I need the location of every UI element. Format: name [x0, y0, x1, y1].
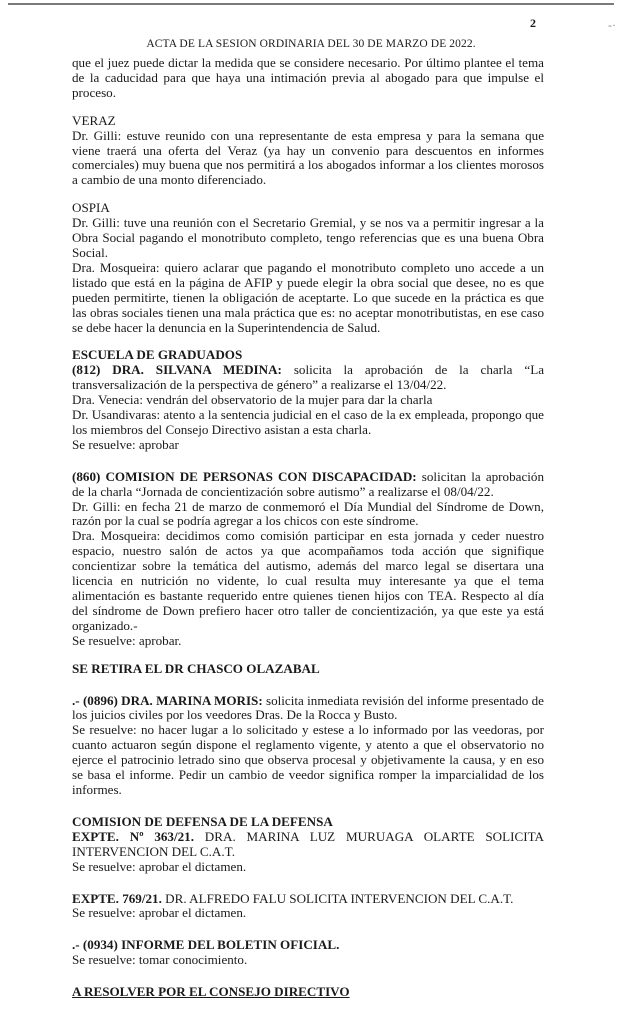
- expte-363-heading: EXPTE. Nº 363/21.: [72, 828, 194, 844]
- item-896-heading: .- (0896) DRA. MARINA MORIS:: [72, 692, 263, 708]
- ospia-title: OSPIA: [72, 200, 110, 216]
- item-934-heading: .- (0934) INFORME DEL BOLETIN OFICIAL.: [72, 937, 340, 953]
- veraz-paragraph: Dr. Gilli: estuve reunido con una representante de esta empresa y para la semana que viene traerá una oferta del Veraz (ya hay un convenio para descuentos en informes comerciales) muy buena que nos permitirá a los abogados informar a los clientes morosos a cambio de una monto diferenciado.: [72, 127, 544, 188]
- page-header: ACTA DE LA SESION ORDINARIA DEL 30 DE MARZO DE 2022.: [146, 38, 476, 50]
- intro-paragraph: que el juez puede dictar la medida que se considere necesario. Por último plantee el tema de la caducidad para que haya una intimación previa al abogado para que impulse el proceso.: [72, 55, 544, 100]
- comision-title: COMISION DE DEFENSA DE LA DEFENSA: [72, 813, 333, 829]
- item-860-heading: (860) COMISION DE PERSONAS CON DISCAPACIDAD:: [72, 468, 417, 484]
- item-896-text: solicita inmediata revisión del informe presentado de los juicios civiles por los veedores Dras. De la Rocca y Busto.: [72, 692, 544, 723]
- item-860-text: solicitan la aprobación de la charla “Jornada de concientización sobre autismo” a realizarse el 08/04/22.: [72, 468, 544, 499]
- expte-769-text: DR. ALFREDO FALU SOLICITA INTERVENCION DEL C.A.T.: [161, 890, 514, 906]
- venecia-paragraph: Dra. Venecia: vendrán del observatorio de la mujer para dar la charla: [72, 392, 433, 408]
- retira-heading: SE RETIRA EL DR CHASCO OLAZABAL: [72, 660, 320, 676]
- resolution-860: Se resuelve: aprobar.: [72, 632, 182, 648]
- expte-363-text: DRA. MARINA LUZ MURUAGA OLARTE SOLICITA INTERVENCION DEL C.A.T.: [72, 828, 544, 859]
- item-860: [72, 470, 544, 500]
- item-812-text: solicita la aprobación de la charla “La transversalización de la perspectiva de género” a realizarse el 13/04/22.: [72, 362, 544, 393]
- ospia-paragraph-1: Dr. Gilli: tuve una reunión con el Secretario Gremial, y se nos va a permitir ingresar a la Obra Social pagando el monotributo completo, tengo referencias que es una buena Obra Social.: [72, 215, 544, 260]
- resolver-heading: A RESOLVER POR EL CONSEJO DIRECTIVO: [72, 984, 350, 1000]
- resolution-363: Se resuelve: aprobar el dictamen.: [72, 858, 247, 874]
- usandivaras-paragraph: Dr. Usandivaras: atento a la sentencia judicial en el caso de la ex empleada, propongo que los miembros del Consejo Directivo asistan a esta charla.: [72, 407, 544, 437]
- resolution-812: Se resuelve: aprobar: [72, 436, 179, 452]
- resolution-896: Se resuelve: no hacer lugar a lo solicitado y estese a lo informado por las veedoras, por cuanto actuaron según dispone el reglamento vigente, y atento a que el observatorio no ejerce el patrocinio letrado sino que observa procesal y objetivamente la causa, y en eso se basa el informe. Pedir un cambio de veedor significa romper la imparcialidad de los informes.: [72, 722, 544, 797]
- document-body: [72, 56, 544, 1000]
- resolution-934: Se resuelve: tomar conocimiento.: [72, 952, 248, 968]
- item-812: [72, 363, 544, 393]
- ospia-paragraph-2: Dra. Mosqueira: quiero aclarar que pagando el monotributo completo uno accede a un listado que está en la página de AFIP y puede elegir la obra social que desee, no es que pueden permitirte, tienen la obligación de aceptarte. Lo que sucede en la práctica es que las obras sociales tienen una mala práctica que es: no aceptar monotributistas, en ese caso se debe hacer la denuncia en la Superintendencia de Salud.: [72, 259, 544, 335]
- expte-769: [72, 892, 544, 907]
- expte-363: [72, 830, 544, 860]
- escuela-title: ESCUELA DE GRADUADOS: [72, 347, 243, 363]
- top-rule: [8, 3, 614, 5]
- expte-769-heading: EXPTE. 769/21.: [72, 890, 162, 906]
- resolution-769: Se resuelve: aprobar el dictamen.: [72, 905, 247, 921]
- gilli-down-paragraph: Dr. Gilli: en fecha 21 de marzo de conmemoró el Día Mundial del Síndrome de Down, razón por la cual se podría agregar a los chicos con este síndrome.: [72, 498, 544, 529]
- mosqueira-paragraph-2: Dra. Mosqueira: decidimos como comisión participar en esta jornada y ceder nuestro espacio, nuestro salón de actos ya que acompañamos toda acción que signifique concientizar sobre la temática del autismo, además del marco legal se disertara una licencia en nutrición no vidente, lo cual resulta muy interesante ya que el tema alimentación es bastante requerido entre quienes tienen hijos con TEA. Respecto al día del síndrome de Down prefiero hacer otro taller de concientización, ya que este ya está organizado.-: [72, 528, 544, 633]
- item-812-heading: (812) DRA. SILVANA MEDINA:: [72, 362, 282, 378]
- veraz-title: VERAZ: [72, 112, 116, 128]
- item-896: [72, 694, 544, 724]
- page-number: 2: [530, 16, 536, 30]
- corner-mark: -·: [608, 18, 616, 32]
